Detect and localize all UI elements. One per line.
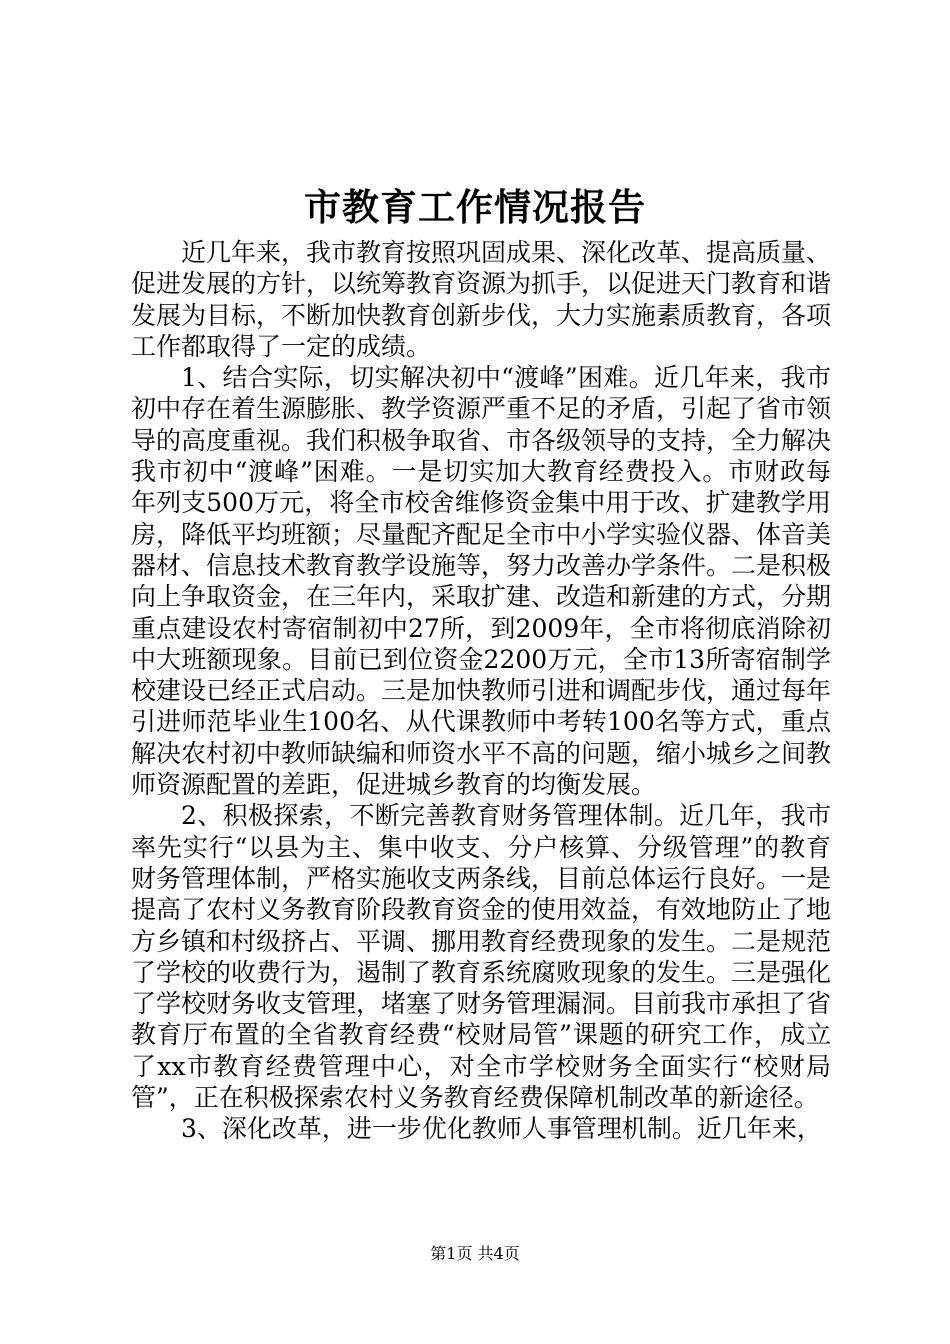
paragraph-section-3: 3、深化改革，进一步优化教师人事管理机制。近几年来， <box>181 1114 822 1144</box>
paragraph-section-1: 1、结合实际，切实解决初中“渡峰”困难。近几年来，我市初中存在着生源膨胀、教学资源严重不足的矛盾，引起了省市领导的高度重视。我们积极争取省、市各级领导的支持，全力解决我市初中“渡峰”困难。一是切实加大教育经费投入。市财政每年列支500万元，将全市校舍维修资金集中用于改、扩建教学用房，降低平均班额；尽量配齐配足全市中小学实验仪器、体音美器材、信息技术教育教学设施等，努力改善办学条件。二是积极向上争取资金，在三年内，采取扩建、改造和新建的方式，分期重点建设农村寄宿制初中27所，到2009年，全市将彻底消除初中大班额现象。目前已到位资金2200万元，全市13所寄宿制学校建设已经正式启动。三是加快教师引进和调配步伐，通过每年引进师范毕业生100名、从代课教师中考转100名等方式，重点解决农村初中教师缺编和师资水平不高的问题，缩小城乡之间教师资源配置的差距，促进城乡教育的均衡发展。 <box>131 363 832 800</box>
document-body <box>131 237 831 1145</box>
page-footer: 第1页 共4页 <box>430 1244 520 1263</box>
paragraph-intro: 近几年来，我市教育按照巩固成果、深化改革、提高质量、促进发展的方针，以统筹教育资源为抓手，以促进天门教育和谐发展为目标，不断加快教育创新步伐，大力实施素质教育，各项工作都取得了一定的成绩。 <box>131 238 832 361</box>
paragraph-section-2: 2、积极探索，不断完善教育财务管理体制。近几年，我市率先实行“以县为主、集中收支、分户核算、分级管理”的教育财务管理体制，严格实施收支两条线，目前总体运行良好。一是提高了农村义务教育阶段教育资金的使用效益，有效地防止了地方乡镇和村级挤占、平调、挪用教育经费现象的发生。二是规范了学校的收费行为，遏制了教育系统腐败现象的发生。三是强化了学校财务收支管理，堵塞了财务管理漏洞。目前我市承担了省教育厅布置的全省教育经费“校财局管”课题的研究工作，成立了xx市教育经费管理中心，对全市学校财务全面实行“校财局管”，正在积极探索农村义务教育经费保障机制改革的新途径。 <box>131 801 832 1113</box>
document-title: 市教育工作情况报告 <box>304 185 646 229</box>
